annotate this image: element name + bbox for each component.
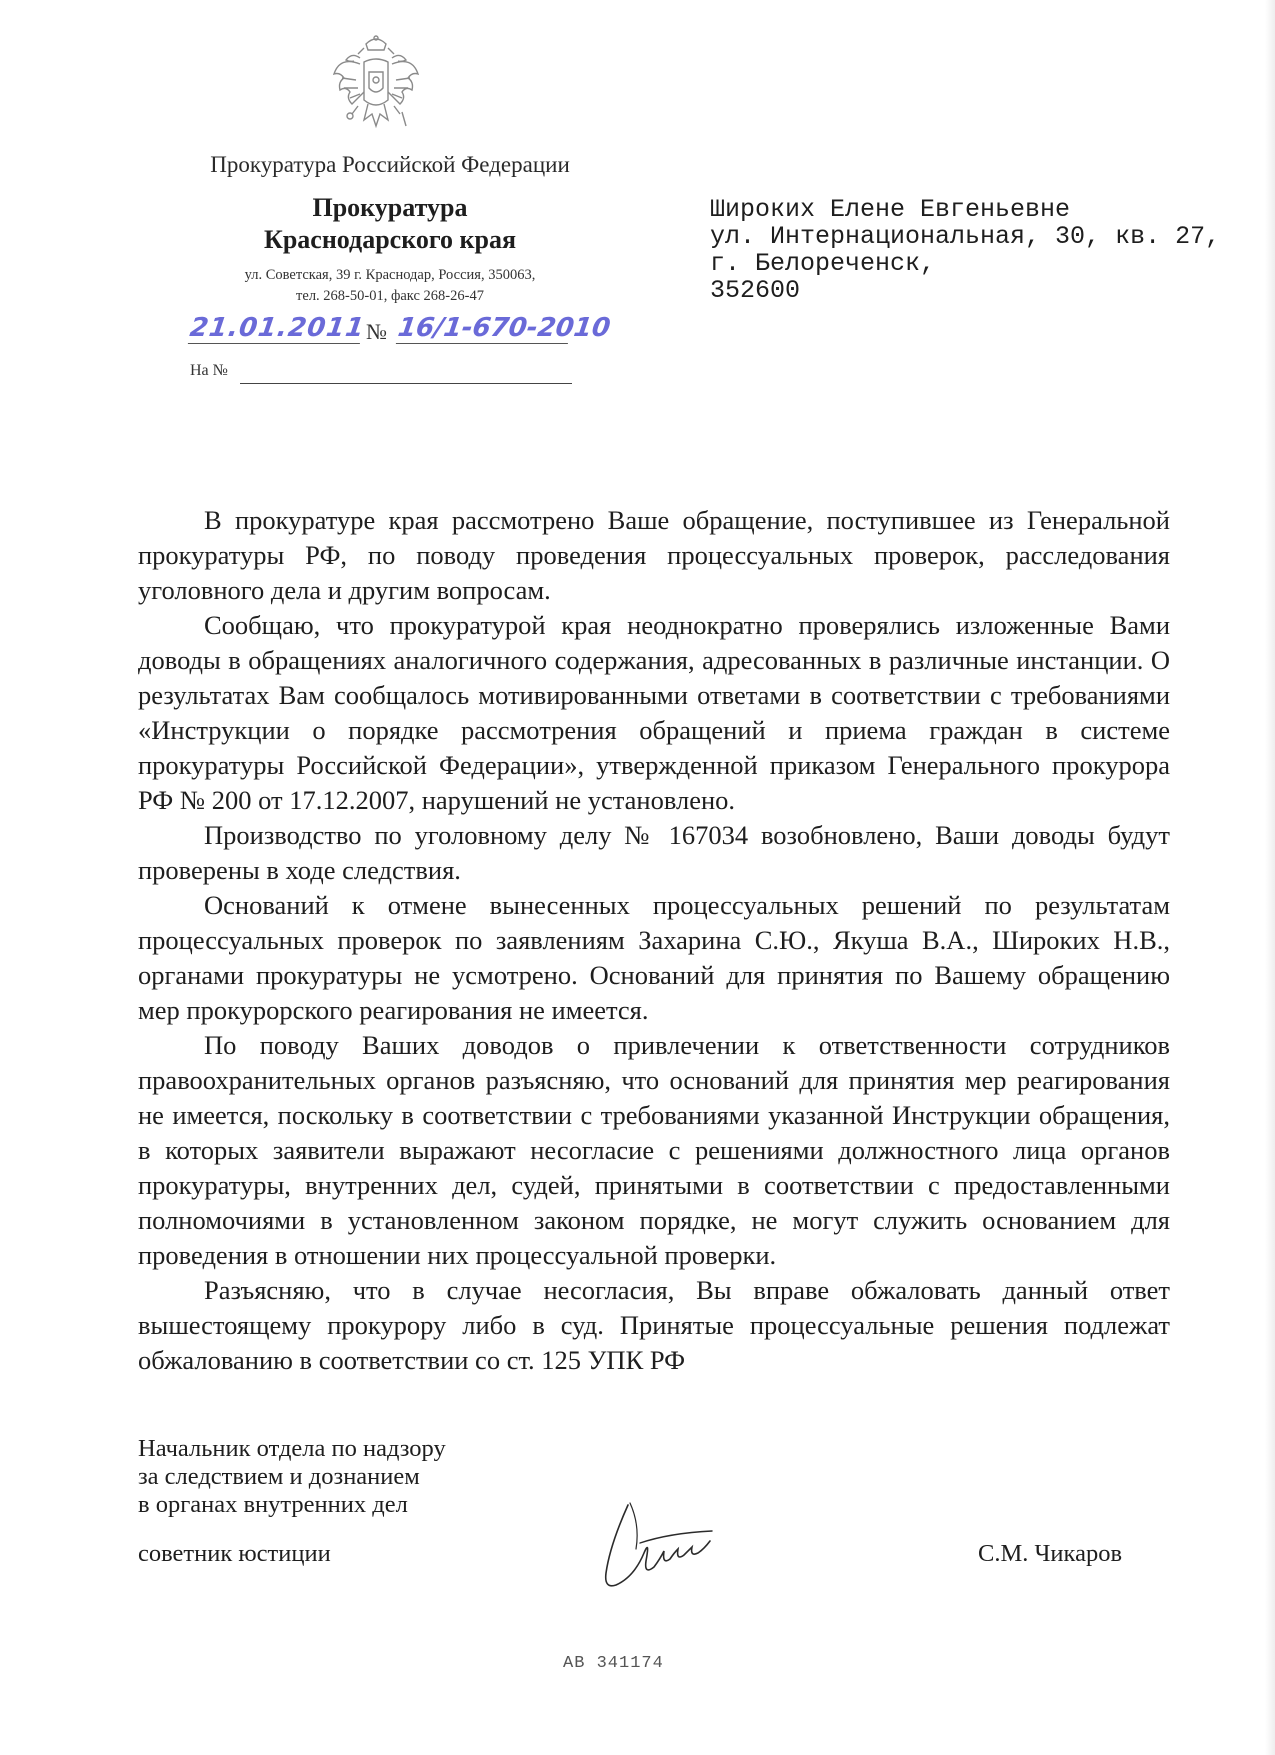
regional-prosecutor-title [140,192,640,256]
registration-number-label: № [366,319,387,344]
body-paragraph: В прокуратуре края рассмотрено Ваше обращение, поступившее из Генеральной прокуратуры РФ, по поводу проведения процессуальных проверок, расследования уголовного дела и другим вопросам. [138,505,1170,605]
recipient-address-block [710,196,1220,304]
letter-body [138,503,1170,1378]
federal-prosecutor-title: Прокуратура Российской Федерации [210,152,570,177]
signer-name: С.М. Чикаров [978,1540,1123,1567]
recipient-postcode: 352600 [710,276,801,305]
page-edge-shadow [1265,0,1275,1755]
regional-title-line1: Прокуратура [312,193,468,222]
regional-title-line2: Краснодарского края [263,225,517,254]
body-paragraph: По поводу Ваших доводов о привлечении к ответственности сотрудников правоохранительных органов разъясняю, что оснований для принятия мер реагирования не имеется, поскольку в соответствии с требованиями указанной Инструкции обращения, в которых заявители выражают несогласие с решениями должностного лица органов прокуратуры, внутренних дел, судей, принятыми в соответствии с предоставленными полномочиями в установленном законом порядке, не могут служить основанием для проведения в отношении них процессуальной проверки. [138,1030,1170,1270]
body-paragraph: Производство по уголовному делу № 167034 возобновлено, Ваши доводы будут проверены в ходе следствия. [138,820,1170,885]
russian-coat-of-arms-icon [330,34,422,132]
office-address [140,265,640,307]
body-paragraph: Разъясняю, что в случае несогласия, Вы вправе обжаловать данный ответ вышестоящему прокурору либо в суд. Принятые процессуальные решения подлежат обжалованию в соответствии со ст. 125 УПК РФ [138,1275,1170,1375]
signer-position-line2: за следствием и дознанием [138,1463,420,1490]
recipient-street: ул. Интернациональная, 30, кв. 27, [710,222,1221,251]
signer-position-line3: в органах внутренних дел [138,1491,408,1518]
reply-reference-label: На № [190,362,228,379]
recipient-city: г. Белореченск, [710,249,936,278]
handwritten-signature-icon [600,1495,720,1595]
signer-position [138,1435,446,1519]
registration-number: 16/1-670-2010 [395,313,613,343]
recipient-name: Широких Елене Евгеньевне [710,195,1071,224]
registration-date: 21.01.2011 [187,313,367,343]
signer-rank: советник юстиции [138,1540,331,1567]
body-paragraph: Оснований к отмене вынесенных процессуальных решений по результатам процессуальных проверок по заявлениям Захарина С.Ю., Якуша В.А., Широких Н.В., органами прокуратуры не усмотрено. Оснований для принятия по Вашему обращению мер прокурорского реагирования не имеется. [138,890,1170,1025]
body-paragraph: Сообщаю, что прокуратурой края неоднократно проверялись изложенные Вами доводы в обращениях аналогичного содержания, адресованных в различные инстанции. О результатах Вам сообщалось мотивированными ответами в соответствии с требованиями «Инструкции о порядке рассмотрения обращений и приема граждан в системе прокуратуры Российской Федерации», утвержденной приказом Генерального прокурора РФ № 200 от 17.12.2007, нарушений не установлено. [138,610,1170,815]
address-line2: тел. 268-50-01, факс 268-26-47 [296,288,484,304]
reply-reference-blank-line [240,383,572,384]
address-line1: ул. Советская, 39 г. Краснодар, Россия, 350063, [244,267,536,283]
registration-line [187,313,613,349]
form-serial-number: АВ 341174 [563,1654,664,1673]
signer-position-line1: Начальник отдела по надзору [138,1435,446,1462]
